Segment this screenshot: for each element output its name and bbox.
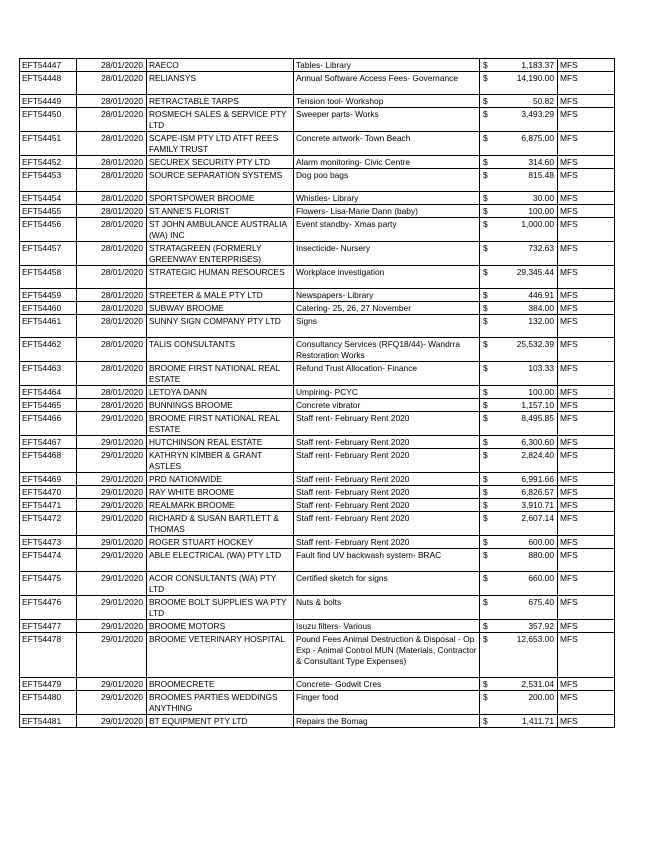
payment-ref: EFT54459	[20, 289, 77, 302]
payee-name: ST JOHN AMBULANCE AUSTRALIA (WA) INC	[147, 218, 294, 242]
payment-description: Concrete vibrator	[294, 399, 480, 412]
currency-symbol: $	[480, 72, 494, 95]
table-row	[20, 95, 615, 108]
payment-date: 29/01/2020	[77, 549, 147, 572]
currency-symbol: $	[480, 486, 494, 499]
payment-amount: 200.00	[494, 691, 558, 715]
fund-code: MFS	[558, 315, 615, 338]
currency-symbol: $	[480, 512, 494, 536]
table-row	[20, 412, 615, 436]
payment-date: 28/01/2020	[77, 266, 147, 289]
table-row	[20, 486, 615, 499]
fund-code: MFS	[558, 266, 615, 289]
payment-ref: EFT54480	[20, 691, 77, 715]
payment-amount: 25,532.39	[494, 338, 558, 362]
currency-symbol: $	[480, 338, 494, 362]
table-row	[20, 691, 615, 715]
payment-ref: EFT54449	[20, 95, 77, 108]
payment-amount: 132.00	[494, 315, 558, 338]
payment-date: 29/01/2020	[77, 512, 147, 536]
fund-code: MFS	[558, 512, 615, 536]
payment-date: 28/01/2020	[77, 302, 147, 315]
table-row	[20, 218, 615, 242]
payment-description: Sweeper parts- Works	[294, 108, 480, 132]
payment-amount: 675.40	[494, 596, 558, 620]
payment-date: 28/01/2020	[77, 59, 147, 72]
fund-code: MFS	[558, 156, 615, 169]
table-row	[20, 192, 615, 205]
payment-ref: EFT54460	[20, 302, 77, 315]
table-row	[20, 499, 615, 512]
payment-amount: 1,411.71	[494, 715, 558, 728]
payment-date: 29/01/2020	[77, 473, 147, 486]
payment-amount: 12,653.00	[494, 633, 558, 678]
payment-ref: EFT54465	[20, 399, 77, 412]
currency-symbol: $	[480, 289, 494, 302]
payee-name: BT EQUIPMENT PTY LTD	[147, 715, 294, 728]
table-row	[20, 715, 615, 728]
table-row	[20, 549, 615, 572]
payment-description: Staff rent- February Rent 2020	[294, 512, 480, 536]
payee-name: BROOME FIRST NATIONAL REAL ESTATE	[147, 412, 294, 436]
payee-name: TALIS CONSULTANTS	[147, 338, 294, 362]
payment-date: 28/01/2020	[77, 132, 147, 156]
payment-amount: 100.00	[494, 386, 558, 399]
payment-description: Tension tool- Workshop	[294, 95, 480, 108]
payment-ref: EFT54478	[20, 633, 77, 678]
payment-date: 29/01/2020	[77, 596, 147, 620]
payment-ref: EFT54479	[20, 678, 77, 691]
fund-code: MFS	[558, 95, 615, 108]
currency-symbol: $	[480, 715, 494, 728]
payment-ref: EFT54468	[20, 449, 77, 473]
payment-ref: EFT54457	[20, 242, 77, 266]
currency-symbol: $	[480, 499, 494, 512]
payment-description: Insecticide- Nursery	[294, 242, 480, 266]
payment-description: Concrete artwork- Town Beach	[294, 132, 480, 156]
payment-date: 29/01/2020	[77, 633, 147, 678]
table-row	[20, 473, 615, 486]
payment-description: Staff rent- February Rent 2020	[294, 473, 480, 486]
fund-code: MFS	[558, 132, 615, 156]
payment-date: 28/01/2020	[77, 169, 147, 192]
currency-symbol: $	[480, 205, 494, 218]
payment-ref: EFT54453	[20, 169, 77, 192]
payment-ref: EFT54469	[20, 473, 77, 486]
payment-ref: EFT54463	[20, 362, 77, 386]
payment-amount: 880.00	[494, 549, 558, 572]
fund-code: MFS	[558, 302, 615, 315]
payee-name: RAECO	[147, 59, 294, 72]
payment-description: Dog poo bags	[294, 169, 480, 192]
payment-description: Staff rent- February Rent 2020	[294, 449, 480, 473]
currency-symbol: $	[480, 266, 494, 289]
payment-description: Signs	[294, 315, 480, 338]
currency-symbol: $	[480, 412, 494, 436]
payment-ref: EFT54458	[20, 266, 77, 289]
payment-ref: EFT54473	[20, 536, 77, 549]
payments-table-body	[20, 59, 615, 728]
payment-amount: 446.91	[494, 289, 558, 302]
payment-ref: EFT54472	[20, 512, 77, 536]
payee-name: HUTCHINSON REAL ESTATE	[147, 436, 294, 449]
payment-amount: 3,493.29	[494, 108, 558, 132]
payee-name: STREETER & MALE PTY LTD	[147, 289, 294, 302]
table-row	[20, 362, 615, 386]
table-row	[20, 72, 615, 95]
table-row	[20, 620, 615, 633]
fund-code: MFS	[558, 473, 615, 486]
payment-date: 28/01/2020	[77, 156, 147, 169]
table-row	[20, 169, 615, 192]
payment-date: 28/01/2020	[77, 315, 147, 338]
table-row	[20, 572, 615, 596]
payment-description: Staff rent- February Rent 2020	[294, 436, 480, 449]
payment-amount: 2,607.14	[494, 512, 558, 536]
currency-symbol: $	[480, 95, 494, 108]
payment-description: Newspapers- Library	[294, 289, 480, 302]
table-row	[20, 678, 615, 691]
payment-date: 29/01/2020	[77, 436, 147, 449]
payment-description: Tables- Library	[294, 59, 480, 72]
payment-description: Consultancy Services (RFQ18/44)- Wandrra Restoration Works	[294, 338, 480, 362]
currency-symbol: $	[480, 302, 494, 315]
fund-code: MFS	[558, 620, 615, 633]
payment-ref: EFT54474	[20, 549, 77, 572]
currency-symbol: $	[480, 399, 494, 412]
payment-description: Alarm monitoring- Civic Centre	[294, 156, 480, 169]
payment-description: Pound Fees Animal Destruction & Disposal - Op Exp - Animal Control MUN (Materials, Contractor & Consultant Type Expenses)	[294, 633, 480, 678]
payment-amount: 3,910.71	[494, 499, 558, 512]
currency-symbol: $	[480, 386, 494, 399]
table-row	[20, 302, 615, 315]
payment-date: 29/01/2020	[77, 486, 147, 499]
payment-description: Finger food	[294, 691, 480, 715]
table-row	[20, 633, 615, 678]
payment-date: 28/01/2020	[77, 386, 147, 399]
table-row	[20, 266, 615, 289]
payment-description: Concrete- Godwit Cres	[294, 678, 480, 691]
payment-amount: 600.00	[494, 536, 558, 549]
payment-date: 28/01/2020	[77, 289, 147, 302]
payment-amount: 1,000.00	[494, 218, 558, 242]
payment-date: 28/01/2020	[77, 72, 147, 95]
currency-symbol: $	[480, 218, 494, 242]
payment-ref: EFT54476	[20, 596, 77, 620]
payment-amount: 8,495.85	[494, 412, 558, 436]
fund-code: MFS	[558, 449, 615, 473]
payment-ref: EFT54470	[20, 486, 77, 499]
payee-name: RICHARD & SUSAN BARTLETT & THOMAS	[147, 512, 294, 536]
currency-symbol: $	[480, 59, 494, 72]
fund-code: MFS	[558, 715, 615, 728]
fund-code: MFS	[558, 362, 615, 386]
payment-amount: 6,826.57	[494, 486, 558, 499]
table-row	[20, 315, 615, 338]
payment-amount: 29,345.44	[494, 266, 558, 289]
currency-symbol: $	[480, 132, 494, 156]
fund-code: MFS	[558, 399, 615, 412]
fund-code: MFS	[558, 242, 615, 266]
payee-name: SECUREX SECURITY PTY LTD	[147, 156, 294, 169]
payment-amount: 384.00	[494, 302, 558, 315]
currency-symbol: $	[480, 169, 494, 192]
payment-description: Repairs the Bomag	[294, 715, 480, 728]
payee-name: REALMARK BROOME	[147, 499, 294, 512]
payee-name: PRD NATIONWIDE	[147, 473, 294, 486]
payment-amount: 815.48	[494, 169, 558, 192]
table-row	[20, 205, 615, 218]
payment-date: 29/01/2020	[77, 691, 147, 715]
table-row	[20, 596, 615, 620]
payment-description: Umpiring- PCYC	[294, 386, 480, 399]
payee-name: RETRACTABLE TARPS	[147, 95, 294, 108]
payment-ref: EFT54456	[20, 218, 77, 242]
payee-name: STRATEGIC HUMAN RESOURCES	[147, 266, 294, 289]
payment-ref: EFT54471	[20, 499, 77, 512]
fund-code: MFS	[558, 192, 615, 205]
payment-ref: EFT54467	[20, 436, 77, 449]
payment-ref: EFT54464	[20, 386, 77, 399]
table-row	[20, 512, 615, 536]
payment-ref: EFT54481	[20, 715, 77, 728]
payment-description: Staff rent- February Rent 2020	[294, 499, 480, 512]
currency-symbol: $	[480, 473, 494, 486]
currency-symbol: $	[480, 549, 494, 572]
payment-date: 29/01/2020	[77, 449, 147, 473]
currency-symbol: $	[480, 678, 494, 691]
table-row	[20, 59, 615, 72]
payment-description: Flowers- Lisa-Marie Dann (baby)	[294, 205, 480, 218]
payment-amount: 357.92	[494, 620, 558, 633]
table-row	[20, 289, 615, 302]
payment-amount: 6,300.60	[494, 436, 558, 449]
payment-description: Fault find UV backwash system- BRAC	[294, 549, 480, 572]
fund-code: MFS	[558, 633, 615, 678]
payment-description: Isuzu filters- Various	[294, 620, 480, 633]
payment-date: 28/01/2020	[77, 399, 147, 412]
payment-amount: 314.60	[494, 156, 558, 169]
payment-amount: 6,875.00	[494, 132, 558, 156]
fund-code: MFS	[558, 536, 615, 549]
payee-name: SUBWAY BROOME	[147, 302, 294, 315]
currency-symbol: $	[480, 108, 494, 132]
payment-amount: 103.33	[494, 362, 558, 386]
payment-description: Nuts & bolts	[294, 596, 480, 620]
payment-description: Whistles- Library	[294, 192, 480, 205]
payment-amount: 660.00	[494, 572, 558, 596]
payee-name: ROSMECH SALES & SERVICE PTY LTD	[147, 108, 294, 132]
payee-name: BROOME FIRST NATIONAL REAL ESTATE	[147, 362, 294, 386]
payment-date: 29/01/2020	[77, 499, 147, 512]
payment-date: 28/01/2020	[77, 205, 147, 218]
fund-code: MFS	[558, 169, 615, 192]
currency-symbol: $	[480, 192, 494, 205]
table-row	[20, 338, 615, 362]
fund-code: MFS	[558, 108, 615, 132]
payment-date: 28/01/2020	[77, 218, 147, 242]
payment-ref: EFT54461	[20, 315, 77, 338]
table-row	[20, 449, 615, 473]
payment-amount: 2,824.40	[494, 449, 558, 473]
payment-ref: EFT54455	[20, 205, 77, 218]
payment-ref: EFT54448	[20, 72, 77, 95]
payment-description: Certified sketch for signs	[294, 572, 480, 596]
payee-name: SPORTSPOWER BROOME	[147, 192, 294, 205]
payee-name: SUNNY SIGN COMPANY PTY LTD	[147, 315, 294, 338]
currency-symbol: $	[480, 315, 494, 338]
payment-description: Workplace investigation	[294, 266, 480, 289]
currency-symbol: $	[480, 436, 494, 449]
fund-code: MFS	[558, 59, 615, 72]
payment-date: 29/01/2020	[77, 715, 147, 728]
payment-amount: 30.00	[494, 192, 558, 205]
currency-symbol: $	[480, 633, 494, 678]
payee-name: BUNNINGS BROOME	[147, 399, 294, 412]
payee-name: BROOME VETERINARY HOSPITAL	[147, 633, 294, 678]
payee-name: BROOMES PARTIES WEDDINGS ANYTHING	[147, 691, 294, 715]
currency-symbol: $	[480, 156, 494, 169]
payment-description: Staff rent- February Rent 2020	[294, 536, 480, 549]
fund-code: MFS	[558, 386, 615, 399]
table-row	[20, 536, 615, 549]
currency-symbol: $	[480, 596, 494, 620]
payments-table	[19, 58, 615, 728]
fund-code: MFS	[558, 289, 615, 302]
fund-code: MFS	[558, 499, 615, 512]
fund-code: MFS	[558, 338, 615, 362]
payment-description: Annual Software Access Fees- Governance	[294, 72, 480, 95]
payee-name: BROOMECRETE	[147, 678, 294, 691]
fund-code: MFS	[558, 72, 615, 95]
payment-amount: 100.00	[494, 205, 558, 218]
payment-amount: 50.82	[494, 95, 558, 108]
currency-symbol: $	[480, 362, 494, 386]
payee-name: SOURCE SEPARATION SYSTEMS	[147, 169, 294, 192]
payment-ref: EFT54452	[20, 156, 77, 169]
payment-date: 28/01/2020	[77, 338, 147, 362]
payment-date: 28/01/2020	[77, 362, 147, 386]
fund-code: MFS	[558, 436, 615, 449]
payment-amount: 732.63	[494, 242, 558, 266]
payee-name: ROGER STUART HOCKEY	[147, 536, 294, 549]
payment-amount: 14,190.00	[494, 72, 558, 95]
table-row	[20, 242, 615, 266]
currency-symbol: $	[480, 449, 494, 473]
payment-ref: EFT54475	[20, 572, 77, 596]
payment-date: 29/01/2020	[77, 620, 147, 633]
payment-date: 29/01/2020	[77, 412, 147, 436]
payment-amount: 1,183.37	[494, 59, 558, 72]
currency-symbol: $	[480, 572, 494, 596]
payment-amount: 1,157.10	[494, 399, 558, 412]
payee-name: RELIANSYS	[147, 72, 294, 95]
fund-code: MFS	[558, 218, 615, 242]
payee-name: ST ANNE'S FLORIST	[147, 205, 294, 218]
currency-symbol: $	[480, 242, 494, 266]
payment-ref: EFT54466	[20, 412, 77, 436]
fund-code: MFS	[558, 678, 615, 691]
table-row	[20, 156, 615, 169]
payee-name: RAY WHITE BROOME	[147, 486, 294, 499]
payment-description: Event standby- Xmas party	[294, 218, 480, 242]
payment-ref: EFT54454	[20, 192, 77, 205]
table-row	[20, 436, 615, 449]
fund-code: MFS	[558, 486, 615, 499]
payee-name: ACOR CONSULTANTS (WA) PTY LTD	[147, 572, 294, 596]
payment-description: Catering- 25, 26, 27 November	[294, 302, 480, 315]
payment-date: 29/01/2020	[77, 536, 147, 549]
table-row	[20, 108, 615, 132]
fund-code: MFS	[558, 205, 615, 218]
table-row	[20, 386, 615, 399]
table-row	[20, 399, 615, 412]
table-row	[20, 132, 615, 156]
payee-name: STRATAGREEN (FORMERLY GREENWAY ENTERPRISES)	[147, 242, 294, 266]
payment-description: Refund Trust Allocation- Finance	[294, 362, 480, 386]
payment-description: Staff rent- February Rent 2020	[294, 486, 480, 499]
payee-name: BROOME BOLT SUPPLIES WA PTY LTD	[147, 596, 294, 620]
payment-amount: 2,531.04	[494, 678, 558, 691]
payment-date: 28/01/2020	[77, 95, 147, 108]
currency-symbol: $	[480, 691, 494, 715]
payment-date: 29/01/2020	[77, 572, 147, 596]
fund-code: MFS	[558, 412, 615, 436]
currency-symbol: $	[480, 620, 494, 633]
payment-date: 28/01/2020	[77, 242, 147, 266]
payment-date: 28/01/2020	[77, 192, 147, 205]
payment-ref: EFT54451	[20, 132, 77, 156]
payment-ref: EFT54447	[20, 59, 77, 72]
payee-name: ABLE ELECTRICAL (WA) PTY LTD	[147, 549, 294, 572]
payment-date: 28/01/2020	[77, 108, 147, 132]
payment-ref: EFT54462	[20, 338, 77, 362]
fund-code: MFS	[558, 691, 615, 715]
payee-name: SCAPE-ISM PTY LTD ATFT REES FAMILY TRUST	[147, 132, 294, 156]
payment-amount: 6,991.66	[494, 473, 558, 486]
payee-name: KATHRYN KIMBER & GRANT ASTLES	[147, 449, 294, 473]
payment-date: 29/01/2020	[77, 678, 147, 691]
payee-name: BROOME MOTORS	[147, 620, 294, 633]
payee-name: LETOYA DANN	[147, 386, 294, 399]
fund-code: MFS	[558, 596, 615, 620]
fund-code: MFS	[558, 572, 615, 596]
payment-ref: EFT54450	[20, 108, 77, 132]
payment-ref: EFT54477	[20, 620, 77, 633]
fund-code: MFS	[558, 549, 615, 572]
currency-symbol: $	[480, 536, 494, 549]
payment-description: Staff rent- February Rent 2020	[294, 412, 480, 436]
